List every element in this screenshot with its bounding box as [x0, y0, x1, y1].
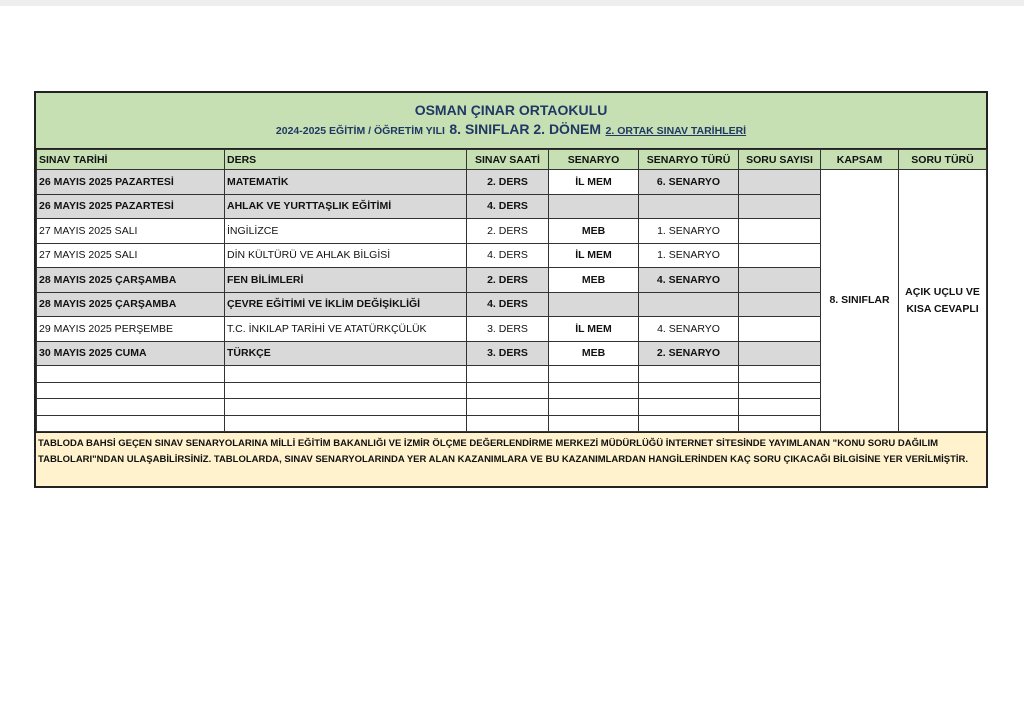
- exam-time: 2. DERS: [467, 268, 549, 293]
- table-row: [37, 170, 987, 195]
- col-scenario: SENARYO: [549, 150, 639, 170]
- exam-time: 4. DERS: [467, 292, 549, 317]
- scenario-type: 6. SENARYO: [639, 170, 739, 195]
- table-header-row: [37, 150, 987, 170]
- question-count: [739, 243, 821, 268]
- top-strip: [0, 0, 1024, 6]
- course: ÇEVRE EĞİTİMİ VE İKLİM DEĞİŞİKLİĞİ: [225, 292, 467, 317]
- question-count: [739, 170, 821, 195]
- exam-date: 28 MAYIS 2025 ÇARŞAMBA: [37, 268, 225, 293]
- exam-date: 27 MAYIS 2025 SALI: [37, 219, 225, 244]
- scenario-type: [639, 194, 739, 219]
- col-scope: KAPSAM: [821, 150, 899, 170]
- course: DİN KÜLTÜRÜ VE AHLAK BİLGİSİ: [225, 243, 467, 268]
- class-term: 8. SINIFLAR 2. DÖNEM: [449, 121, 602, 137]
- exam-time: 3. DERS: [467, 341, 549, 366]
- scenario: [549, 194, 639, 219]
- exam-date: 30 MAYIS 2025 CUMA: [37, 341, 225, 366]
- course: AHLAK VE YURTTAŞLIK EĞİTİMİ: [225, 194, 467, 219]
- question-count: [739, 268, 821, 293]
- scenario: İL MEM: [549, 170, 639, 195]
- exam-date: 29 MAYIS 2025 PERŞEMBE: [37, 317, 225, 342]
- course: TÜRKÇE: [225, 341, 467, 366]
- exam-date: 28 MAYIS 2025 ÇARŞAMBA: [37, 292, 225, 317]
- exam-time: 4. DERS: [467, 243, 549, 268]
- col-course: DERS: [225, 150, 467, 170]
- col-exam-date: SINAV TARİHİ: [37, 150, 225, 170]
- exam-schedule-sheet: [34, 91, 988, 488]
- exam-time: 2. DERS: [467, 219, 549, 244]
- scope-cell: 8. SINIFLAR: [821, 170, 899, 432]
- scenario: MEB: [549, 219, 639, 244]
- question-count: [739, 292, 821, 317]
- scenario-type: 1. SENARYO: [639, 243, 739, 268]
- question-count: [739, 194, 821, 219]
- scenario: [549, 292, 639, 317]
- scenario-type: 1. SENARYO: [639, 219, 739, 244]
- question-count: [739, 317, 821, 342]
- school-title: OSMAN ÇINAR ORTAOKULU: [414, 102, 608, 118]
- col-question-type: SORU TÜRÜ: [899, 150, 987, 170]
- sheet-subtitle: [36, 119, 986, 141]
- exam-time: 2. DERS: [467, 170, 549, 195]
- scenario-type: 2. SENARYO: [639, 341, 739, 366]
- exam-title-link[interactable]: 2. ORTAK SINAV TARİHLERİ: [605, 125, 747, 137]
- scenario: İL MEM: [549, 317, 639, 342]
- col-scenario-type: SENARYO TÜRÜ: [639, 150, 739, 170]
- question-count: [739, 341, 821, 366]
- course: İNGİLİZCE: [225, 219, 467, 244]
- scenario: MEB: [549, 341, 639, 366]
- scenario-type: 4. SENARYO: [639, 268, 739, 293]
- sheet-header: [36, 93, 986, 149]
- col-question-count: SORU SAYISI: [739, 150, 821, 170]
- footer-note: TABLODA BAHSİ GEÇEN SINAV SENARYOLARINA MİLLİ EĞİTİM BAKANLIĞI VE İZMİR ÖLÇME DEĞERLENDİRME MERKEZİ MÜDÜRLÜĞÜ İNTERNET SİTESİNDE YAYIMLANAN "KONU SORU DAĞILIM TABLOLARI"NDAN ULAŞABİLİRSİNİZ. TABLOLARDA, SINAV SENARYOLARINDA YER ALAN KAZANIMLARA VE BU KAZANIMLARDAN HANGİLERİNDEN KAÇ SORU ÇIKACAĞI BİLGİSİNE YER VERİLMİŞTİR.: [36, 432, 986, 486]
- exam-time: 3. DERS: [467, 317, 549, 342]
- course: MATEMATİK: [225, 170, 467, 195]
- course: T.C. İNKILAP TARİHİ VE ATATÜRKÇÜLÜK: [225, 317, 467, 342]
- scenario-type: 4. SENARYO: [639, 317, 739, 342]
- exam-table: [36, 149, 987, 432]
- course: FEN BİLİMLERİ: [225, 268, 467, 293]
- scenario-type: [639, 292, 739, 317]
- exam-date: 26 MAYIS 2025 PAZARTESİ: [37, 170, 225, 195]
- col-exam-time: SINAV SAATİ: [467, 150, 549, 170]
- scenario: İL MEM: [549, 243, 639, 268]
- exam-date: 26 MAYIS 2025 PAZARTESİ: [37, 194, 225, 219]
- scenario: MEB: [549, 268, 639, 293]
- exam-date: 27 MAYIS 2025 SALI: [37, 243, 225, 268]
- question-count: [739, 219, 821, 244]
- academic-year: 2024-2025 EĞİTİM / ÖĞRETİM YILI: [275, 125, 445, 137]
- question-type-cell: AÇIK UÇLU VE KISA CEVAPLI: [899, 170, 987, 432]
- exam-time: 4. DERS: [467, 194, 549, 219]
